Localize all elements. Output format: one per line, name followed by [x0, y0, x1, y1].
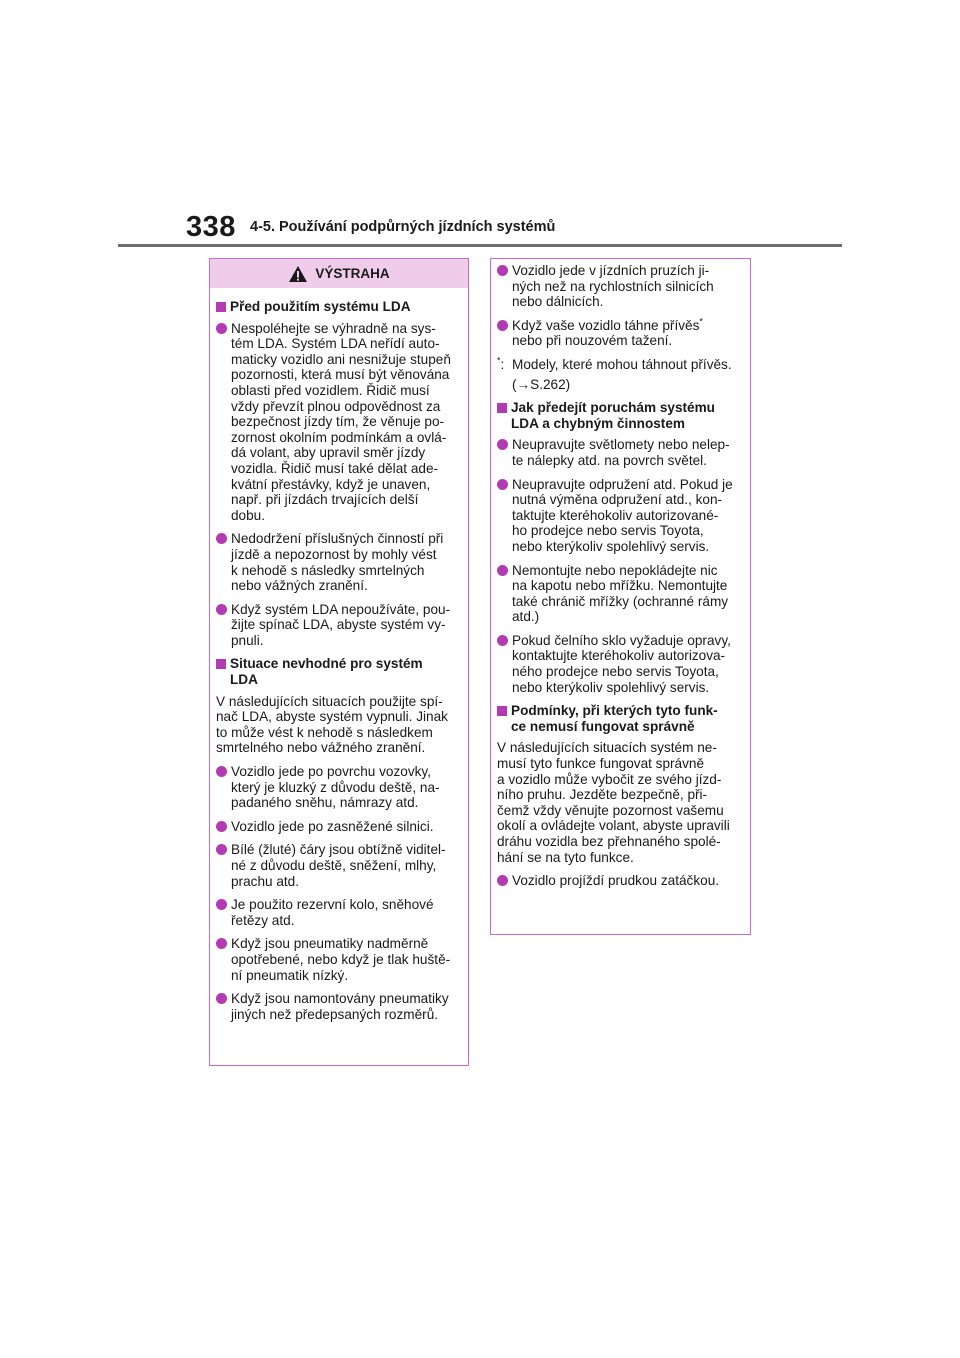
list-item	[216, 897, 462, 928]
square-bullet-icon	[216, 659, 226, 669]
list-item	[497, 318, 744, 349]
section-title: 4-5. Používání podpůrných jízdních systémů	[250, 219, 556, 235]
circle-bullet-icon	[497, 875, 508, 886]
section-heading	[216, 299, 462, 315]
list-item	[216, 764, 462, 811]
header-rule	[118, 244, 842, 247]
section-heading-text: Situace nevhodné pro systém LDA	[230, 656, 423, 688]
list-item-text: Neupravujte světlomety nebo nelep- te nálepky atd. na povrch světel.	[512, 437, 730, 468]
list-item	[497, 437, 744, 468]
list-item-text: Nedodržení příslušných činností při jízdě a nepozornost by mohly vést k nehodě s následky smrtelných nebo vážných zranění.	[231, 531, 444, 594]
list-item	[216, 991, 462, 1022]
circle-bullet-icon	[497, 265, 508, 276]
list-item	[497, 263, 744, 310]
footnote-mark: *:	[497, 355, 505, 372]
list-item	[497, 477, 744, 555]
page-header	[0, 0, 960, 250]
section-heading	[497, 703, 744, 734]
list-item	[497, 873, 744, 889]
list-item	[216, 602, 462, 649]
warning-triangle-icon	[288, 265, 308, 283]
list-item	[216, 531, 462, 593]
list-item	[497, 633, 744, 695]
list-item-text: Bílé (žluté) čáry jsou obtížně viditel- né z důvodu deště, sněžení, mlhy, prachu atd.	[231, 842, 446, 889]
list-item	[497, 563, 744, 625]
circle-bullet-icon	[216, 938, 227, 949]
list-item-text: Nespoléhejte se výhradně na sys- tém LDA. Systém LDA neřídí auto- maticky vozidlo ani nesnižuje stupeň pozornosti, která musí být věnována oblasti před vozidlem. Řidič musí vždy převzít plnou odpovědnost za bezpečnost jízdy tím, že věnuje po- zornost okolním podmínkám a ovlá- dá volant, aby upravil směr jízdy vozidla. Řidič musí také dělat ade- kvátní přestávky, když je unaven, např. při jízdách trvajících delší dobu.	[231, 320, 451, 523]
square-bullet-icon	[497, 706, 507, 716]
section-heading	[216, 656, 462, 687]
list-item-text: Když systém LDA nepoužíváte, pou- žijte spínač LDA, abyste systém vy- pnuli.	[231, 601, 451, 648]
list-item-text: Když jsou pneumatiky nadměrně opotřebené, nebo když je tlak huště- ní pneumatik nízký.	[231, 936, 451, 983]
warning-label: VÝSTRAHA	[315, 266, 390, 281]
circle-bullet-icon	[216, 899, 227, 910]
section-heading-text: Před použitím systému LDA	[230, 299, 411, 314]
list-item-text: Vozidlo jede po povrchu vozovky, který je kluzký z důvodu deště, na- padaného sněhu, námrazy atd.	[231, 764, 440, 811]
section-heading	[497, 400, 744, 431]
circle-bullet-icon	[497, 320, 508, 331]
circle-bullet-icon	[216, 821, 227, 832]
footnote	[497, 357, 744, 392]
square-bullet-icon	[216, 302, 226, 312]
footnote-text: Modely, které mohou táhnout přívěs.	[512, 356, 732, 372]
list-item-text: Vozidlo projíždí prudkou zatáčkou.	[512, 873, 720, 889]
list-item-text	[512, 318, 744, 349]
list-item	[216, 819, 462, 835]
list-item	[216, 321, 462, 524]
paragraph: V následujících situacích použijte spí- nač LDA, abyste systém vypnuli. Jinak to může vést k nehodě s následkem smrtelného nebo vážného zranění.	[216, 693, 448, 756]
circle-bullet-icon	[216, 993, 227, 1004]
section-heading-text: Podmínky, při kterých tyto funk- ce nemusí fungovat správně	[511, 703, 718, 734]
circle-bullet-icon	[497, 439, 508, 450]
paragraph: V následujících situacích systém ne- musí tyto funkce fungovat správně a vozidlo může vybočit ze svého jízd- ního pruhu. Jezděte bezpečně, při- čemž vždy věnujte pozornost vašemu okolí a ovládejte volant, abyste upravili dráhu vozidla bez přehnaného spolé- hání se na tyto funkce.	[497, 740, 730, 865]
list-item	[216, 842, 462, 889]
trailer-text-b: nebo při nouzovém tažení.	[512, 333, 673, 349]
list-item-text: Neupravujte odpružení atd. Pokud je nutná výměna odpružení atd., kon- taktujte kteréhokoliv autorizované- ho prodejce nebo servis Toyota, nebo kterýkoliv spolehlivý servis.	[512, 476, 733, 554]
circle-bullet-icon	[497, 635, 508, 646]
circle-bullet-icon	[216, 844, 227, 855]
section-heading-text: Jak předejít poruchám systému LDA a chybným činnostem	[511, 400, 715, 431]
warning-box	[209, 258, 469, 1066]
circle-bullet-icon	[216, 604, 227, 615]
footnote-marker: *	[699, 316, 703, 327]
page-reference-link[interactable]: (→S.262)	[512, 376, 571, 392]
list-item	[216, 936, 462, 983]
trailer-text-a: Když vaše vozidlo táhne přívěs	[512, 317, 700, 333]
list-item-text: Nemontujte nebo nepokládejte nic na kapotu nebo mřížku. Nemontujte také chránič mřížky (ochranné rámy atd.)	[512, 562, 729, 625]
circle-bullet-icon	[216, 533, 227, 544]
page-number: 338	[186, 211, 236, 243]
circle-bullet-icon	[497, 565, 508, 576]
circle-bullet-icon	[497, 479, 508, 490]
circle-bullet-icon	[216, 323, 227, 334]
square-bullet-icon	[497, 403, 507, 413]
list-item-text: Je použito rezervní kolo, sněhové řetězy atd.	[231, 897, 434, 928]
warning-box-continued	[490, 258, 751, 935]
circle-bullet-icon	[216, 766, 227, 777]
list-item-text: Když jsou namontovány pneumatiky jiných než předepsaných rozměrů.	[231, 991, 449, 1022]
list-item-text: Vozidlo jede v jízdních pruzích ji- ných než na rychlostních silnicích nebo dálnicích.	[512, 263, 714, 310]
list-item-text: Pokud čelního sklo vyžaduje opravy, kontaktujte kteréhokoliv autorizova- ného prodejce nebo servis Toyota, nebo kterýkoliv spolehlivý servis.	[512, 632, 731, 695]
warning-header	[210, 259, 468, 288]
list-item-text: Vozidlo jede po zasněžené silnici.	[231, 818, 434, 834]
